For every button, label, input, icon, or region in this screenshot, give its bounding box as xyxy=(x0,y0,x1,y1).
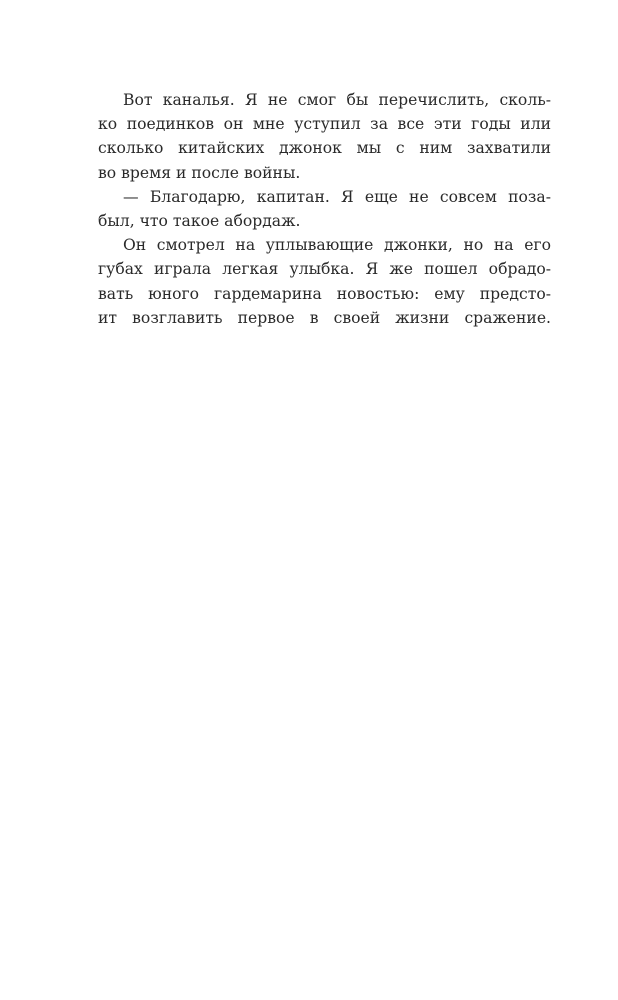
text-line: Вот каналья. Я не смог бы перечислить, сколь- xyxy=(123,91,551,109)
text-line: — Благодарю, капитан. Я еще не совсем поза- xyxy=(123,187,551,206)
text-line: ко поединков он мне уступил за все эти годы или xyxy=(98,115,551,134)
text-line: Он смотрел на уплывающие джонки, но на его xyxy=(123,236,551,255)
text-line: во время и после войны. xyxy=(98,163,301,182)
body-text xyxy=(98,88,551,330)
text-line: вать юного гардемарина новостью: ему предсто- xyxy=(98,284,551,303)
text-line: был, что такое абордаж. xyxy=(98,211,301,230)
text-line: сколько китайских джонок мы с ним захватили xyxy=(98,139,551,158)
text-line: ит возглавить первое в своей жизни сражение. xyxy=(98,308,551,327)
text-line: губах играла легкая улыбка. Я же пошел обрадо- xyxy=(98,260,551,279)
